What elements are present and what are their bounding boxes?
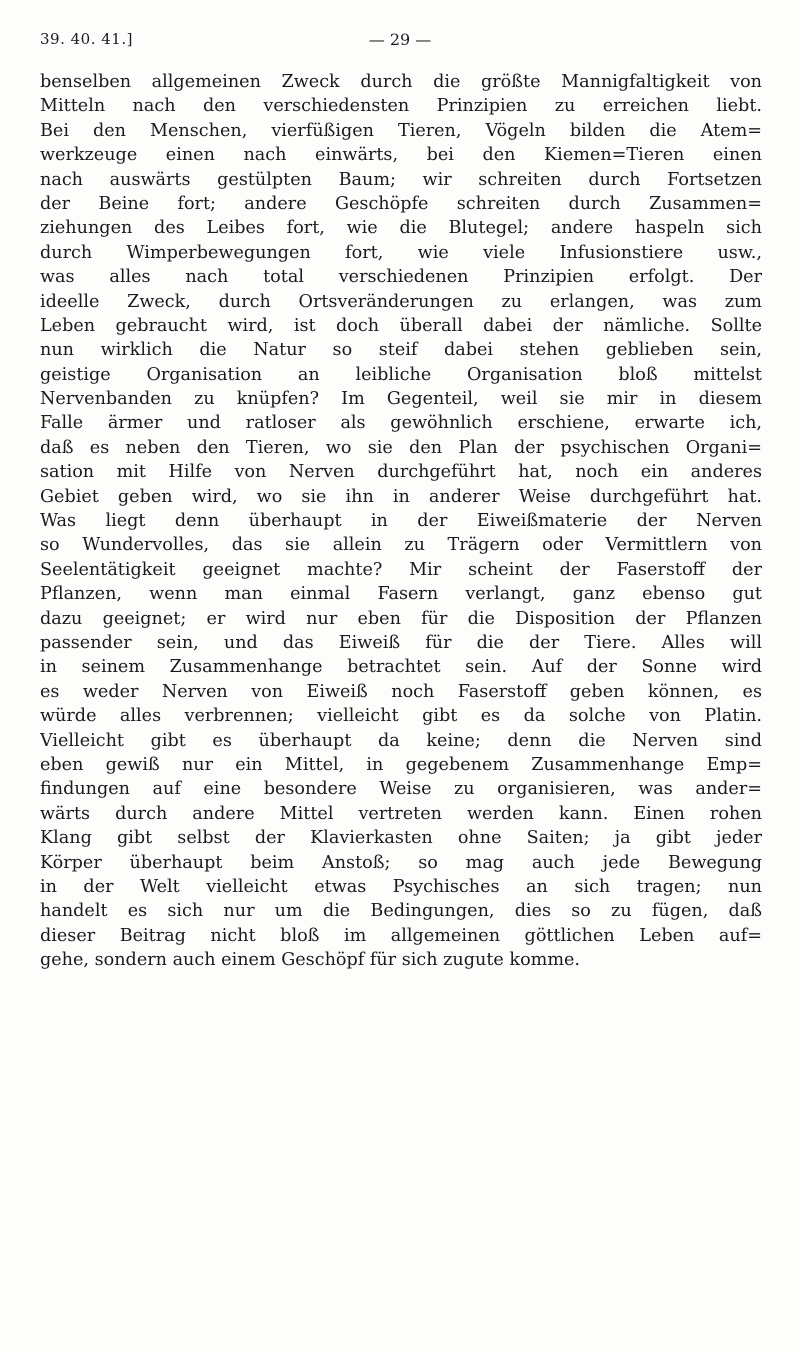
text-line: nun wirklich die Natur so steif dabei stehen geblieben sein, [40, 340, 762, 361]
text-line: Körper überhaupt beim Anstoß; so mag auch jede Bewegung [40, 852, 762, 873]
text-line: wärts durch andere Mittel vertreten werden kann. Einen rohen [40, 803, 762, 824]
text-line: nach auswärts gestülpten Baum; wir schreiten durch Fortsetzen [40, 169, 762, 190]
page-header [40, 30, 760, 54]
text-line: ideelle Zweck, durch Ortsveränderungen zu erlangen, was zum [40, 291, 762, 312]
text-line: Nervenbanden zu knüpfen? Im Gegenteil, weil sie mir in diesem [40, 389, 762, 410]
text-line: Seelentätigkeit geeignet machte? Mir scheint der Faserstoff der [40, 559, 762, 580]
text-line: geistige Organisation an leibliche Organisation bloß mittelst [40, 364, 762, 385]
section-reference: 39. 40. 41.] [40, 30, 133, 48]
text-line: dieser Beitrag nicht bloß im allgemeinen göttlichen Leben auf= [40, 925, 762, 946]
text-line: findungen auf eine besondere Weise zu organisieren, was ander= [40, 779, 762, 800]
text-line: Leben gebraucht wird, ist doch überall dabei der nämliche. Sollte [40, 315, 762, 336]
text-line: Mitteln nach den verschiedensten Prinzipien zu erreichen liebt. [40, 96, 762, 117]
text-line: was alles nach total verschiedenen Prinzipien erfolgt. Der [40, 267, 762, 288]
text-line: gehe, sondern auch einem Geschöpf für sich zugute komme. [40, 950, 581, 971]
text-line: passender sein, und das Eiweiß für die der Tiere. Alles will [40, 632, 762, 653]
text-line: so Wundervolles, das sie allein zu Trägern oder Vermittlern von [40, 535, 762, 556]
text-line: es weder Nerven von Eiweiß noch Faserstoff geben können, es [40, 681, 762, 702]
text-line: durch Wimperbewegungen fort, wie viele Infusionstiere usw., [40, 242, 762, 263]
text-line: dazu geeignet; er wird nur eben für die Disposition der Pflanzen [40, 608, 762, 629]
text-line: eben gewiß nur ein Mittel, in gegebenem Zusammenhange Emp= [40, 754, 762, 775]
text-line: Vielleicht gibt es überhaupt da keine; denn die Nerven sind [40, 730, 762, 751]
text-line: ziehungen des Leibes fort, wie die Blutegel; andere haspeln sich [40, 218, 762, 239]
text-line: daß es neben den Tieren, wo sie den Plan der psychischen Organi= [40, 437, 762, 458]
text-line: Bei den Menschen, vierfüßigen Tieren, Vögeln bilden die Atem= [40, 120, 762, 141]
text-line: sation mit Hilfe von Nerven durchgeführt hat, noch ein anderes [40, 462, 762, 483]
text-line: Klang gibt selbst der Klavierkasten ohne Saiten; ja gibt jeder [40, 828, 762, 849]
text-line: in der Welt vielleicht etwas Psychisches an sich tragen; nun [40, 876, 762, 897]
text-line: werkzeuge einen nach einwärts, bei den Kiemen=Tieren einen [40, 145, 762, 166]
text-line: Pflanzen, wenn man einmal Fasern verlangt, ganz ebenso gut [40, 584, 762, 605]
text-line: handelt es sich nur um die Bedingungen, dies so zu fügen, daß [40, 901, 762, 922]
text-line: würde alles verbrennen; vielleicht gibt es da solche von Platin. [40, 706, 762, 727]
text-line: der Beine fort; andere Geschöpfe schreiten durch Zusammen= [40, 193, 762, 214]
text-line: in seinem Zusammenhange betrachtet sein. Auf der Sonne wird [40, 657, 762, 678]
page-number: — 29 — [368, 30, 432, 49]
text-line: Gebiet geben wird, wo sie ihn in anderer Weise durchgeführt hat. [40, 486, 762, 507]
text-line: Was liegt denn überhaupt in der Eiweißmaterie der Nerven [40, 511, 762, 532]
text-line: benselben allgemeinen Zweck durch die größte Mannigfaltigkeit von [40, 72, 762, 92]
body-text [40, 70, 762, 972]
text-line: Falle ärmer und ratloser als gewöhnlich erschiene, erwarte ich, [40, 413, 762, 434]
